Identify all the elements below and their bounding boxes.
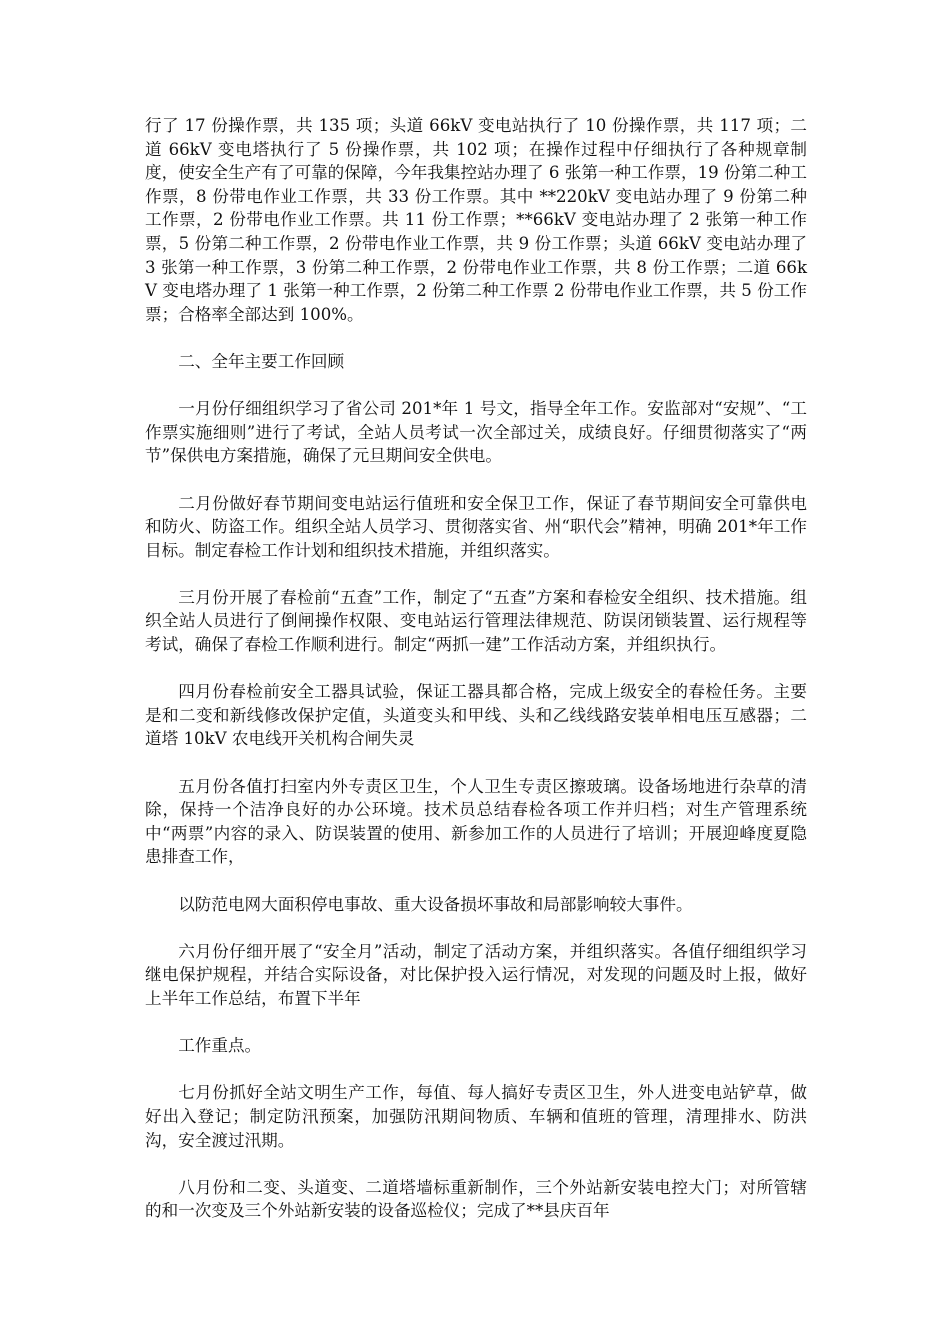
paragraph-june: 六月份仔细开展了“安全月”活动，制定了活动方案，并组织落实。各值仔细组织学习继电保护规程，并结合实际设备，对比保护投入运行情况，对发现的问题及时上报，做好上半年工作总结，布置下半年: [145, 941, 807, 1008]
paragraph-july: 七月份抓好全站文明生产工作，每值、每人搞好专责区卫生，外人进变电站铲草，做好出入登记；制定防汛预案，加强防汛期间物质、车辆和值班的管理，清理排水、防洪沟，安全渡过汛期。: [145, 1083, 807, 1150]
paragraph-february: 二月份做好春节期间变电站运行值班和安全保卫工作，保证了春节期间安全可靠供电和防火、防盗工作。组织全站人员学习、贯彻落实省、州“职代会”精神，明确 201*年工作目标。制定春检工作计划和组织技术措施，并组织落实。: [145, 493, 807, 560]
paragraph-august: 八月份和二变、头道变、二道塔墙标重新制作，三个外站新安装电控大门；对所管辖的和一次变及三个外站新安装的设备巡检仪；完成了**县庆百年: [145, 1177, 807, 1221]
paragraph-may: 五月份各值打扫室内外专责区卫生，个人卫生专责区擦玻璃。设备场地进行杂草的清除，保持一个洁净良好的办公环境。技术员总结春检各项工作并归档；对生产管理系统中“两票”内容的录入、防误装置的使用、新参加工作的人员进行了培训；开展迎峰度夏隐患排查工作，: [145, 776, 807, 867]
paragraph-may-continued: 以防范电网大面积停电事故、重大设备损坏事故和局部影响较大事件。: [178, 894, 693, 914]
section-heading-annual-review: 二、全年主要工作回顾: [178, 351, 345, 371]
paragraph-march: 三月份开展了春检前“五查”工作，制定了“五查”方案和春检安全组织、技术措施。组织全站人员进行了倒闸操作权限、变电站运行管理法律规范、防误闭锁装置、运行规程等考试，确保了春检工作顺利进行。制定“两抓一建”工作活动方案，并组织执行。: [145, 587, 807, 655]
paragraph-june-continued: 工作重点。: [178, 1036, 262, 1056]
paragraph-january: 一月份仔细组织学习了省公司 201*年 1 号文，指导全年工作。安监部对“安规”、“工作票实施细则”进行了考试，全站人员考试一次全部过关，成绩良好。仔细贯彻落实了“两节”保供电方案措施，确保了元旦期间安全供电。: [145, 399, 807, 466]
paragraph-operation-statistics: 行了 17 份操作票，共 135 项；头道 66kV 变电站执行了 10 份操作票，共 117 项；二道 66kV 变电塔执行了 5 份操作票，共 102 项；在操作过程中仔细执行了各种规章制度，使安全生产有了可靠的保障，今年我集控站办理了 6 张第一种工作票，19 份第二种工作票，8 份带电作业工作票，共 33 份工作票。其中 **220kV 变电站办理了 9 份第二种工作票，2 份带电作业工作票。共 11 份工作票；**66kV 变电站办理了 2 张第一种工作票，5 份第二种工作票，2 份带电作业工作票，共 9 份工作票；头道 66kV 变电站办理了 3 张第一种工作票，3 份第二种工作票，2 份带电作业工作票，共 8 份工作票；二道 66kV 变电塔办理了 1 张第一种工作票，2 份第二种工作票 2 份带电作业工作票，共 5 份工作票；合格率全部达到 100%。: [145, 116, 807, 324]
document-page: [145, 114, 807, 1247]
paragraph-april: 四月份春检前安全工器具试验，保证工器具都合格，完成上级安全的春检任务。主要是和二变和新线修改保护定值，头道变头和甲线、头和乙线线路安装单相电压互感器；二道塔 10kV 农电线开关机构合闸失灵: [145, 682, 807, 749]
